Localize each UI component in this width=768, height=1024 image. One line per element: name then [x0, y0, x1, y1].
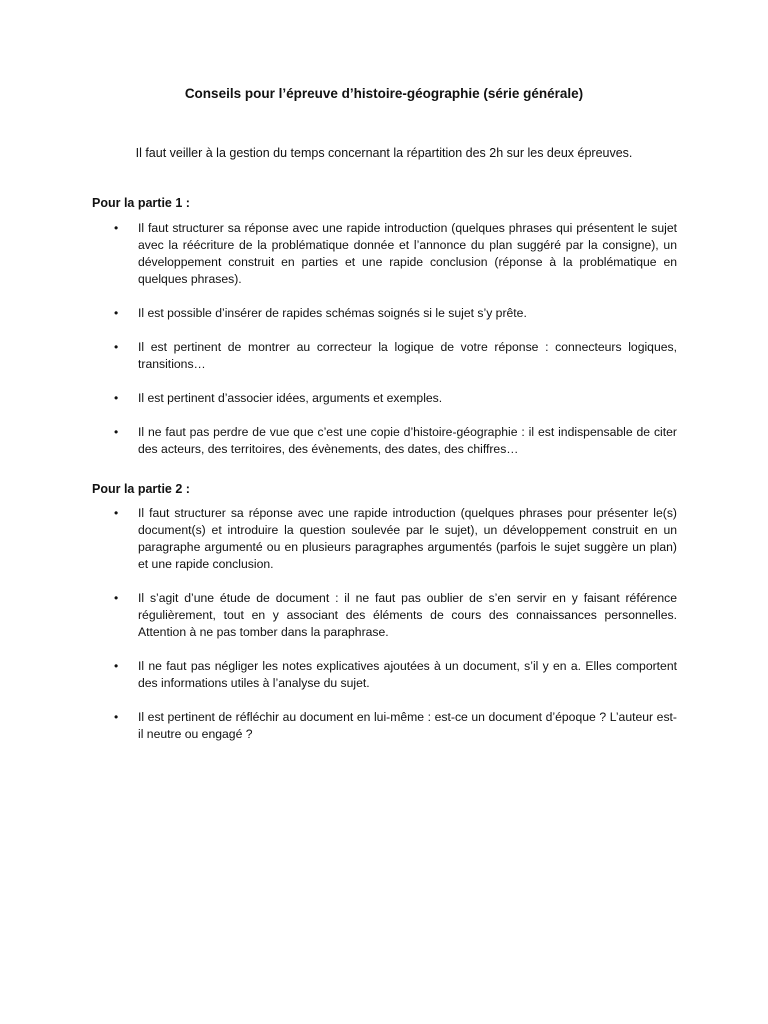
list-item [92, 590, 677, 641]
bullet-icon: • [114, 340, 119, 354]
bullet-icon: • [114, 391, 119, 405]
list-item [92, 305, 677, 322]
section-heading-part-2: Pour la partie 2 : [92, 482, 190, 496]
list-item-text: Il est pertinent d’associer idées, arguments et exemples. [138, 391, 443, 405]
bullet-icon: • [114, 710, 119, 724]
list-item [92, 505, 677, 573]
bullet-icon: • [114, 591, 119, 605]
list-item-text: Il est pertinent de réfléchir au document en lui-même : est-ce un document d’époque ? L’auteur est-il neutre ou engagé ? [138, 710, 677, 741]
list-item [92, 709, 677, 743]
bullet-icon: • [114, 425, 119, 439]
list-item-text: Il ne faut pas négliger les notes explicatives ajoutées à un document, s’il y en a. Elles comportent des informations utiles à l’analyse du sujet. [138, 659, 677, 690]
document-title: Conseils pour l’épreuve d’histoire-géographie (série générale) [184, 86, 584, 101]
bullet-icon: • [114, 221, 119, 235]
list-item [92, 424, 677, 458]
list-item-text: Il est pertinent de montrer au correcteur la logique de votre réponse : connecteurs logiques, transitions… [138, 340, 677, 371]
bullet-list-part-2 [92, 505, 677, 760]
list-item [92, 658, 677, 692]
list-item-text: Il faut structurer sa réponse avec une rapide introduction (quelques phrases qui présentent le sujet avec la réécriture de la problématique donnée et l’annonce du plan suggéré par la consigne), un développement construit en parties et une rapide conclusion (réponse à la problématique en quelques phrases). [138, 221, 677, 286]
bullet-list-part-1 [92, 220, 677, 475]
section-heading-part-1: Pour la partie 1 : [92, 196, 190, 210]
bullet-icon: • [114, 506, 119, 520]
list-item [92, 390, 677, 407]
list-item-text: Il ne faut pas perdre de vue que c’est une copie d’histoire-géographie : il est indispensable de citer des acteurs, des territoires, des évènements, des dates, des chiffres… [138, 425, 677, 456]
list-item [92, 220, 677, 288]
bullet-icon: • [114, 659, 119, 673]
list-item-text: Il s’agit d’une étude de document : il ne faut pas oublier de s’en servir en y faisant référence régulièrement, tout en y associant des éléments de cours des connaissances personnelles. Attention à ne pas tomber dans la paraphrase. [138, 591, 677, 639]
intro-paragraph: Il faut veiller à la gestion du temps concernant la répartition des 2h sur les deux épreuves. [135, 146, 633, 160]
list-item [92, 339, 677, 373]
bullet-icon: • [114, 306, 119, 320]
list-item-text: Il est possible d’insérer de rapides schémas soignés si le sujet s’y prête. [138, 306, 527, 320]
list-item-text: Il faut structurer sa réponse avec une rapide introduction (quelques phrases pour présenter le(s) document(s) et introduire la question soulevée par le sujet), un développement construit en un paragraphe argumenté ou en plusieurs paragraphes argumentés (parfois le sujet suggère un plan) et une rapide conclusion. [138, 506, 677, 571]
